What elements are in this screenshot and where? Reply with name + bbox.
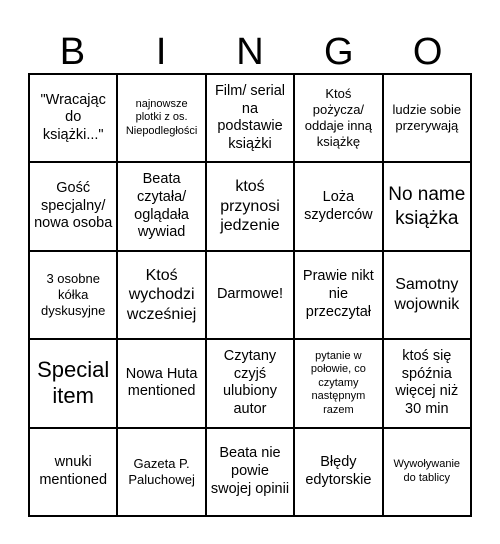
- bingo-cell-19[interactable]: pytanie w połowie, co czytamy następnym razem: [294, 339, 382, 427]
- bingo-grid: [28, 73, 472, 517]
- bingo-cell-17[interactable]: Nowa Huta mentioned: [117, 339, 205, 427]
- bingo-cell-23[interactable]: Beata nie powie swojej opinii: [206, 428, 294, 516]
- bingo-cell-4[interactable]: Ktoś pożycza/ oddaje inną książkę: [294, 74, 382, 162]
- header-letter-b: B: [59, 31, 86, 73]
- header-letter-g: G: [324, 31, 354, 73]
- bingo-cell-20[interactable]: ktoś się spóźnia więcej niż 30 min: [383, 339, 471, 427]
- bingo-cell-11[interactable]: 3 osobne kółka dyskusyjne: [29, 251, 117, 339]
- bingo-cell-2[interactable]: najnowsze plotki z os. Niepodległości: [117, 74, 205, 162]
- bingo-cell-24[interactable]: Błędy edytorskie: [294, 428, 382, 516]
- bingo-cell-9[interactable]: Loża szyderców: [294, 162, 382, 250]
- bingo-header: [28, 28, 472, 76]
- bingo-cell-25[interactable]: Wywoływanie do tablicy: [383, 428, 471, 516]
- bingo-cell-8[interactable]: ktoś przynosi jedzenie: [206, 162, 294, 250]
- bingo-cell-14[interactable]: Prawie nikt nie przeczytał: [294, 251, 382, 339]
- bingo-cell-15[interactable]: Samotny wojownik: [383, 251, 471, 339]
- bingo-cell-6[interactable]: Gość specjalny/ nowa osoba: [29, 162, 117, 250]
- bingo-cell-12[interactable]: Ktoś wychodzi wcześniej: [117, 251, 205, 339]
- bingo-cell-10[interactable]: No name książka: [383, 162, 471, 250]
- bingo-cell-16[interactable]: Special item: [29, 339, 117, 427]
- bingo-cell-13[interactable]: Darmowe!: [206, 251, 294, 339]
- header-letter-n: N: [236, 31, 264, 73]
- bingo-cell-3[interactable]: Film/ serial na podstawie książki: [206, 74, 294, 162]
- bingo-cell-5[interactable]: ludzie sobie przerywają: [383, 74, 471, 162]
- bingo-cell-18[interactable]: Czytany czyjś ulubiony autor: [206, 339, 294, 427]
- bingo-cell-21[interactable]: wnuki mentioned: [29, 428, 117, 516]
- bingo-cell-22[interactable]: Gazeta P. Paluchowej: [117, 428, 205, 516]
- bingo-cell-1[interactable]: "Wracając do książki...": [29, 74, 117, 162]
- header-letter-o: O: [412, 31, 443, 73]
- bingo-cell-7[interactable]: Beata czytała/ oglądała wywiad: [117, 162, 205, 250]
- header-letter-i: I: [155, 31, 167, 73]
